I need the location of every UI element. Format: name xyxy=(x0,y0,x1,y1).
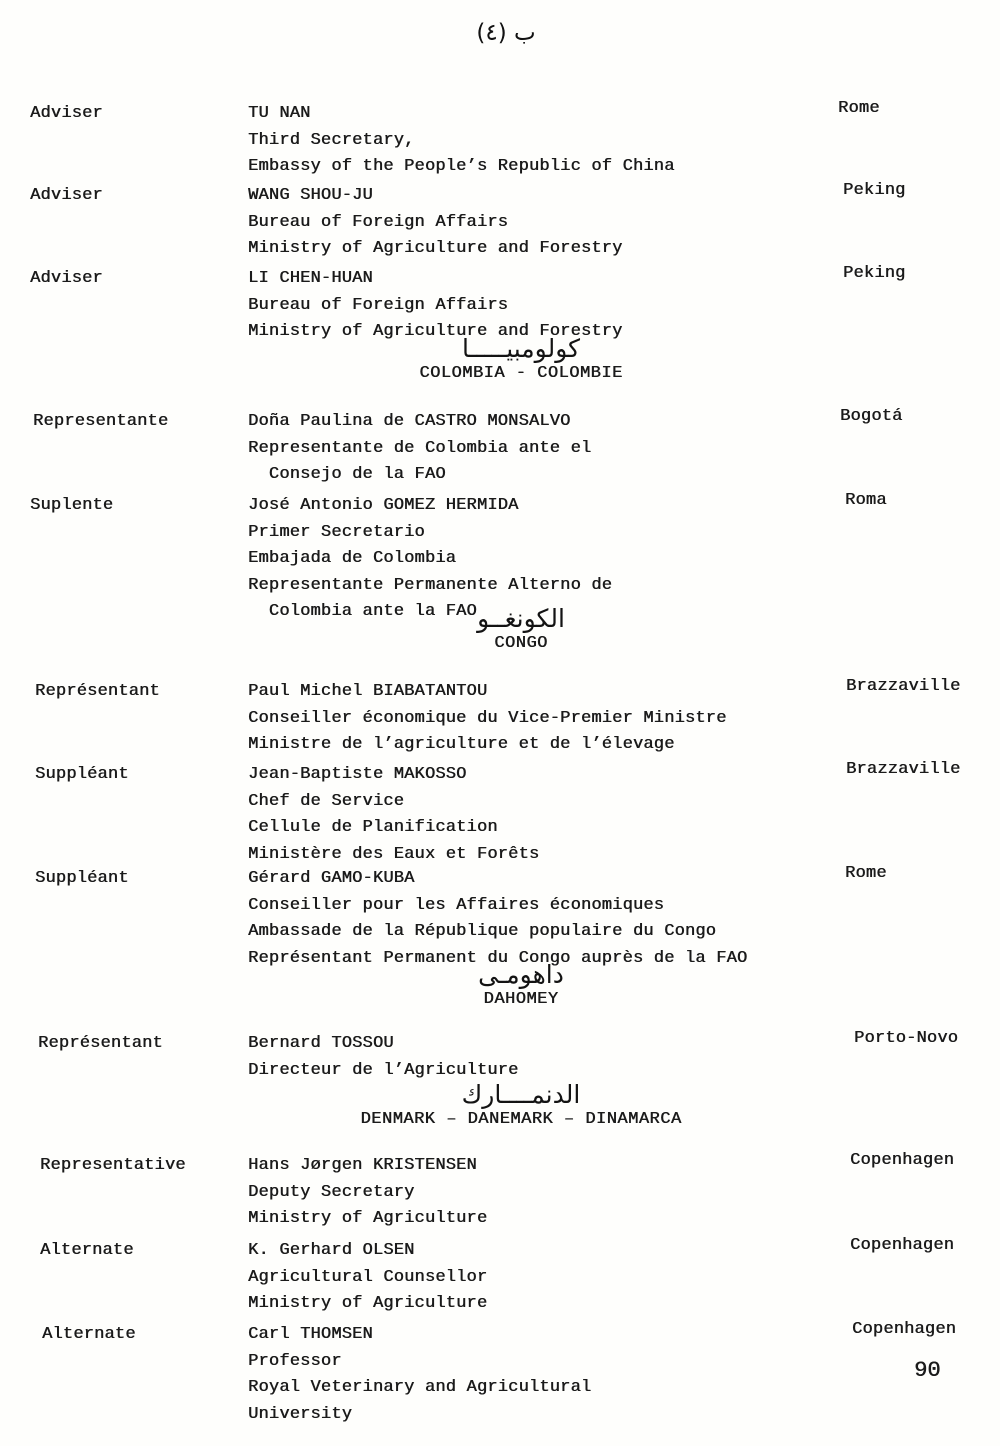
delegate-details xyxy=(248,409,848,489)
delegate-details xyxy=(248,101,848,181)
country-name-latin: DENMARK – DANEMARK – DINAMARCA xyxy=(360,1110,682,1129)
delegate-name: Paul Michel BIABATANTOU xyxy=(248,682,488,701)
detail-line: Agricultural Counsellor xyxy=(248,1267,488,1287)
role-label: Adviser xyxy=(30,104,103,123)
delegate-name: Gérard GAMO-KUBA xyxy=(248,869,415,888)
city-label: Porto-Novo xyxy=(854,1029,959,1048)
delegate-details xyxy=(248,866,848,972)
country-name-arabic: داهومـى xyxy=(478,960,564,989)
detail-line: Ambassade de la République populaire du Congo xyxy=(248,922,717,941)
role-label: Alternate xyxy=(42,1325,136,1344)
role-label: Adviser xyxy=(30,269,103,288)
country-header-denmark xyxy=(0,1080,1000,1130)
delegate-details xyxy=(248,1031,848,1084)
detail-line: Ministère des Eaux et Forêts xyxy=(248,844,540,864)
city-label: Peking xyxy=(843,264,906,283)
role-label: Alternate xyxy=(40,1241,134,1260)
city-label: Copenhagen xyxy=(852,1320,957,1339)
page-number: 90 xyxy=(914,1358,941,1383)
detail-line: Ministre de l’agriculture et de l’élevage xyxy=(248,735,675,754)
role-label: Représentant xyxy=(38,1034,163,1053)
detail-line: Ministry of Agriculture xyxy=(248,1294,488,1313)
role-label: Representative xyxy=(40,1156,186,1175)
role-label: Suplente xyxy=(30,496,114,515)
city-label: Rome xyxy=(838,99,880,118)
detail-line: Primer Secretario xyxy=(248,522,425,542)
delegate-name: Bernard TOSSOU xyxy=(248,1034,394,1053)
detail-line: Chef de Service xyxy=(248,791,405,811)
detail-line: Embajada de Colombia xyxy=(248,549,457,568)
detail-line: Third Secretary, xyxy=(248,130,415,150)
delegate-details xyxy=(248,1238,848,1318)
role-label: Représentant xyxy=(35,682,160,701)
city-label: Roma xyxy=(845,491,887,510)
country-name-arabic: كولومبيـــــا xyxy=(461,334,581,363)
detail-line: Embassy of the People’s Republic of China xyxy=(248,157,675,176)
city-label: Copenhagen xyxy=(850,1236,955,1255)
detail-line: Deputy Secretary xyxy=(248,1182,415,1202)
country-header-colombia xyxy=(0,334,1000,384)
detail-line: Cellule de Planification xyxy=(248,818,498,837)
detail-line: Bureau of Foreign Affairs xyxy=(248,295,509,315)
delegate-details xyxy=(248,762,848,868)
country-name-latin: DAHOMEY xyxy=(483,990,559,1009)
delegate-name: K. Gerhard OLSEN xyxy=(248,1241,415,1260)
delegate-details xyxy=(248,183,848,263)
detail-line: Ministry of Agriculture and Forestry xyxy=(248,322,623,341)
detail-line: Conseiller pour les Affaires économiques xyxy=(248,895,665,915)
country-name-arabic: الدنمــــارك xyxy=(461,1080,581,1109)
city-label: Brazzaville xyxy=(846,760,961,779)
city-label: Brazzaville xyxy=(846,677,961,696)
role-label: Representante xyxy=(33,412,169,431)
city-label: Peking xyxy=(843,181,906,200)
detail-line: Ministry of Agriculture and Forestry xyxy=(248,239,623,258)
detail-line: Bureau of Foreign Affairs xyxy=(248,212,509,232)
delegate-details xyxy=(248,1322,848,1428)
delegate-name: Doña Paulina de CASTRO MONSALVO xyxy=(248,412,571,431)
city-label: Rome xyxy=(845,864,887,883)
delegate-details xyxy=(248,1153,848,1233)
role-label: Suppléant xyxy=(35,765,129,784)
role-label: Adviser xyxy=(30,186,103,205)
delegate-name: Carl THOMSEN xyxy=(248,1325,373,1344)
delegate-name: José Antonio GOMEZ HERMIDA xyxy=(248,496,519,515)
country-header-congo xyxy=(0,604,1000,654)
country-name-latin: CONGO xyxy=(494,634,548,653)
detail-line: Representante Permanente Alterno de xyxy=(248,575,613,595)
detail-line: Royal Veterinary and Agricultural xyxy=(248,1378,592,1397)
role-label: Suppléant xyxy=(35,869,129,888)
detail-line: Professor xyxy=(248,1351,342,1371)
detail-line: Consejo de la FAO xyxy=(248,465,446,484)
detail-line: Representante de Colombia ante el xyxy=(248,438,592,458)
detail-line: Conseiller économique du Vice-Premier Ministre xyxy=(248,708,727,728)
country-name-latin: COLOMBIA - COLOMBIE xyxy=(419,364,623,383)
detail-line: Colombia ante la FAO xyxy=(248,602,477,621)
delegate-details xyxy=(248,679,848,759)
delegate-name: Hans Jørgen KRISTENSEN xyxy=(248,1156,477,1175)
country-name-arabic: الكونغــو xyxy=(477,604,565,633)
detail-line: Ministry of Agriculture xyxy=(248,1209,488,1228)
detail-line: Représentant Permanent du Congo auprès de la FAO xyxy=(248,948,748,968)
detail-line: University xyxy=(248,1404,353,1424)
detail-line: Directeur de l’Agriculture xyxy=(248,1060,519,1080)
delegate-name: WANG SHOU-JU xyxy=(248,186,373,205)
delegate-name: TU NAN xyxy=(248,104,311,123)
delegate-name: LI CHEN-HUAN xyxy=(248,269,373,288)
city-label: Copenhagen xyxy=(850,1151,955,1170)
page-label-arabic: ب (٤) xyxy=(476,20,536,46)
country-header-dahomey xyxy=(0,960,1000,1010)
city-label: Bogotá xyxy=(840,407,903,426)
delegate-name: Jean-Baptiste MAKOSSO xyxy=(248,765,467,784)
